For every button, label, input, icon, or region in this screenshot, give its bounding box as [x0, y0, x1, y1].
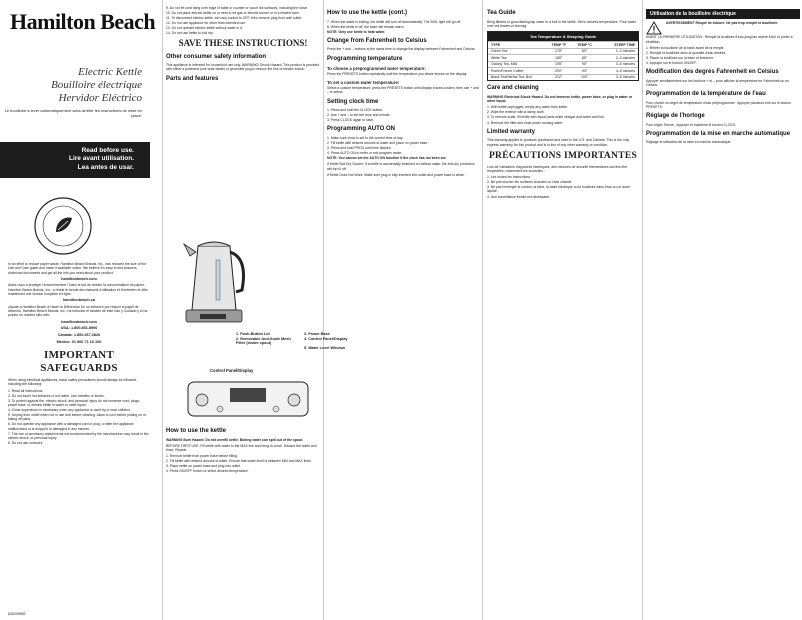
list-item: 8. Do not use outdoors.	[8, 440, 44, 445]
list-item: 4. Press ON/OFF button or select desired temperature.	[166, 469, 249, 474]
fr-change-heading: Modification des degrés Fahrenheit en Celsius	[646, 69, 779, 76]
fr-auto-body: Réglage et utilisation de la mise en marche automatique.	[646, 140, 732, 145]
part-label: 1. Push-Button Lid	[236, 332, 270, 336]
warranty-heading: Limited warranty	[487, 128, 536, 135]
list-item: 3. Press CLOCK again to save.	[327, 118, 375, 123]
read-es: Lea antes de usar.	[77, 163, 134, 171]
read-fr: Lire avant utilisation.	[68, 155, 134, 163]
clock-heading: Setting clock time	[327, 98, 379, 105]
fr-safeguards-title: PRÉCAUTIONS IMPORTANTES	[488, 150, 638, 161]
list-item: 4. Press AUTO ON to enter or exit program mode.	[327, 151, 403, 156]
list-item: 8. When the kettle is off, the base will remain warm.	[327, 24, 405, 29]
column-french	[646, 0, 800, 620]
warranty-body: This warranty applies to products purchased and used in the U.S. and Canada. This is the only express warranty for this product and is in lieu of any other warranty or condition.	[487, 138, 630, 147]
list-item: 3. Place kettle on power base and plug into outlet.	[166, 464, 242, 469]
list-item: 7. The use of accessory attachments not recommended by the manufacturer may result in fire, electric shock, or personal injury.	[8, 431, 150, 440]
fr-use-body: AVANT LA PREMIÈRE UTILISATION : Remplir la bouilloire d'eau jusqu'au repère MAX et porter à ébullition.	[646, 35, 793, 44]
part-label: 5. Water Level Window	[304, 346, 345, 351]
list-item: 3. Placer la bouilloire sur la base et brancher.	[646, 55, 714, 60]
title-subtitle: Le bouilloire a lever automatiquement sans arrêter les instructions de mise en place.	[4, 108, 142, 119]
list-item: 1. Lire toutes les instructions.	[487, 175, 531, 180]
other-safety-body: This appliance is intended for household use only. WARNING! Shock Hazard: This product is provided with either a polarized (one wide blade) or grounded plug to reduce the risk of electric shock.	[166, 63, 320, 72]
note-text: NOTE: Only use kettle to heat water.	[327, 29, 386, 34]
howto-warning: WARNING Burn Hazard. Do not overfill kettle. Boiling water can spill out of the spout.	[166, 437, 304, 442]
title-french: Bouilloire électrique	[51, 78, 142, 91]
celsius-heading: Change from Fahrenheit to Celsius	[327, 37, 427, 44]
tea-guide-heading: Tea Guide	[487, 10, 516, 16]
list-item: 3. To remove scale, fill kettle with equal parts white vinegar and water and boil.	[487, 115, 605, 120]
fr-use-heading: Utilisation de la bouilloire électrique	[646, 9, 800, 19]
phone-canada: Canada: 1.800.267.2826	[57, 333, 101, 338]
care-warning: WARNING Electrical Shock Hazard. Do not immerse kettle, power base, or plug in water or other liquid.	[487, 94, 633, 104]
list-item: 14. Do not use kettle to boil dry.	[166, 31, 214, 36]
fr-prog-body: Pour choisir un degré de température d'eau préprogrammé : Appuyer plusieurs fois sur le bouton PRESETS.	[646, 100, 792, 109]
column-cover	[0, 0, 160, 620]
list-item: 1. Remove kettle from power base before filling.	[166, 454, 238, 459]
list-item: 7. When the water is boiling, the kettle will turn off automatically. The BOIL light will go off.	[327, 19, 462, 24]
list-item: 4. Appuyer sur le bouton ON/OFF.	[646, 60, 698, 65]
other-safety-heading: Other consumer safety information	[166, 53, 267, 60]
column-divider	[642, 0, 643, 620]
phone-mexico: México: 01 800 71 16 100	[56, 339, 102, 344]
part-label: 3. Power Base	[304, 332, 330, 336]
not-work-text: If Kettle Does Not Work: Make sure plug is fully inserted into outlet and power base is clean.	[327, 172, 465, 177]
custom-subheading: To set a custom water temperature:	[327, 79, 400, 85]
tea-guide-body: Bring filtered or good-tasting tap water to a boil in the kettle. Set to desired temperature. Pour water over tea leaves or tea bag.	[487, 19, 636, 28]
fr-use-warning: AVERTISSEMENT Risque de brûlure. Ne pas trop remplir la bouilloire.	[666, 21, 779, 26]
safeguards-list	[8, 389, 150, 446]
howto-body: BEFORE FIRST USE: Fill kettle with water to the MAX line and bring to a boil. Discard the water and rinse. Repeat.	[166, 443, 317, 452]
table-row: Puerh/French Coffee 200° 93° 4–5 minutes	[488, 67, 638, 74]
read-before-use-box	[0, 142, 150, 178]
tea-table	[487, 31, 639, 81]
column-operation	[327, 0, 479, 620]
list-item: 12. Do not use appliance for other than intended use.	[166, 21, 246, 26]
column-divider	[162, 0, 163, 620]
title-english: Electric Kettle	[78, 65, 142, 78]
environment-seal-icon	[20, 188, 106, 260]
list-item: 2. Ne pas toucher les surfaces chaudes ou l'eau chaude.	[487, 180, 573, 185]
brand-logo: Hamilton Beach	[10, 9, 156, 34]
list-item: 1. Read all instructions.	[8, 388, 44, 393]
control-panel-diagram-icon	[186, 380, 310, 418]
list-item: 2. Fill kettle with desired amount of water and place on power base.	[327, 140, 429, 145]
phone-usa: USA: 1.800.851.8900	[60, 326, 98, 331]
boil-dry-text: If Kettle Boil Dry Occurs: If a kettle is accidentally switched on without water, the boil-dry protection will turn it off.	[327, 162, 475, 171]
custom-body: Select a custom temperature, press the PRESETS button until display shows custom, then use + and – to select.	[327, 86, 479, 95]
list-item: 3. Press and hold PROG until time flashes.	[327, 146, 392, 150]
title-spanish: Hervidor Eléctrico	[58, 91, 142, 104]
list-item: 9. Do not let cord hang over edge of table or counter or touch hot surfaces, including the stove.	[166, 6, 309, 10]
list-item: 1. With kettle unplugged, empty any water from kettle.	[487, 105, 568, 110]
howto-cont-heading: How to use the kettle (cont.)	[327, 10, 408, 16]
safeguards-intro: When using electrical appliances, basic safety precautions should always be followed, including the following:	[8, 378, 137, 387]
table-row: White Tea 185° 85° 2–3 minutes	[488, 54, 638, 61]
tea-table-title: Tea Temperature & Steeping Guide	[488, 32, 638, 41]
fr-prog-heading: Programmation de la température de l'eau	[646, 91, 766, 98]
celsius-body: Press the + and – buttons at the same time to change the display between Fahrenheit and Celsius.	[327, 47, 476, 52]
fr-change-body: Appuyer simultanément sur les boutons + et – pour afficher la température en Fahrenheit ou en Celsius.	[646, 78, 789, 87]
list-item: 11. To disconnect electric kettle, turn any control to OFF, then remove plug from wall outlet.	[166, 16, 302, 21]
list-item: 4. Une surveillance étroite est nécessaire.	[487, 194, 550, 199]
howto-heading: How to use the kettle	[166, 428, 227, 434]
fr-safeguards-intro: Lors de l'utilisation d'appareils électriques, des mesures de sécurité élémentaires doivent être respectées, notamment les suivantes :	[487, 164, 628, 173]
kettle-diagram-icon	[176, 230, 256, 334]
part-label: 4. Control Panel/Display	[304, 336, 348, 341]
auto-on-note: NOTE: You cannot set the AUTO ON function if the clock has not been set.	[327, 156, 447, 161]
list-item: 4. Close supervision is necessary when any appliance is used by or near children.	[8, 408, 131, 413]
table-row: Green Tea 175° 80° 1–3 minutes	[488, 48, 638, 55]
website-ca-link[interactable]: hamiltonbeach.ca	[62, 298, 96, 303]
list-item: 2. Use + and – to set the hour and minute.	[327, 113, 391, 118]
column-divider	[482, 0, 483, 620]
warning-icon	[646, 21, 662, 35]
programming-heading: Programming temperature	[327, 55, 403, 62]
list-item: 1. Retirer la bouilloire de la base avant de la remplir.	[646, 45, 725, 50]
care-heading: Care and cleaning	[487, 85, 539, 92]
table-row: Black Tea/Herbal Tea, Boil 212° 100° 3–5 minutes	[488, 74, 638, 81]
list-item: 1. Press and hold the CLOCK button.	[327, 108, 383, 113]
list-item: 10. Do not place electric kettle on or near a hot gas or electric burner or in a heated oven.	[166, 11, 301, 16]
preprog-subheading: To choose a preprogrammed water temperature:	[327, 66, 426, 72]
control-panel-title: Control Panel/Display	[210, 368, 254, 373]
list-item: 3. To protect against fire, electric shock, and personal injury do not immerse cord, plugs, power base, or electric kettle in water or other liquid.	[8, 398, 140, 407]
read-en: Read before use.	[81, 147, 134, 154]
cover-body	[8, 262, 150, 446]
title-stack	[40, 66, 160, 106]
list-item: 2. Remplir la bouilloire avec la quantité d'eau désirée.	[646, 50, 727, 55]
list-item: 2. Fill kettle with desired amount of water. Ensure that water level is between MIN and MAX lines.	[166, 459, 312, 464]
website-mx-link[interactable]: hamiltonbeach.com	[61, 319, 97, 324]
safeguards-list-cont	[166, 6, 320, 35]
list-item: 6. Do not operate any appliance with a damaged cord or plug, or after the appliance malfunctions or is dropped or damaged in any manner.	[8, 422, 134, 431]
part-label: 2. Removable Anti-Scale Mesh Filter (inside spout)	[236, 336, 291, 346]
save-instructions-title: SAVE THESE INSTRUCTIONS!	[178, 38, 308, 49]
fr-clock-body: Pour régler l'heure : Appuyer et maintenir le bouton CLOCK.	[646, 122, 737, 127]
preprog-body: Press the PRESETS button repeatedly until the temperature you desire shows on the display.	[327, 72, 467, 77]
auto-on-heading: Programming AUTO ON	[327, 126, 396, 133]
list-item: 13. Do not operate electric kettle without water in it.	[166, 26, 243, 31]
fr-auto-heading: Programmation de la mise en marche automatique	[646, 130, 791, 137]
aide-text: Aidez-nous à protéger l'environnement ! Dans le but de réduire la consommation de papier, Hamilton Beach Brands, Inc., a réduit le format des manuels d'utilisation et d'entretien et offre maintenant une version complète en ligne.	[8, 283, 148, 296]
fr-clock-heading: Réglage de l'horloge	[646, 113, 705, 120]
document-code: 840209900	[8, 611, 26, 616]
important-safeguards-title: IMPORTANT SAFEGUARDS	[40, 348, 118, 375]
ayude-text: ¡Ayude a Hamilton Beach a Hacer la Diferencia! En un esfuerzo por reducir el papel de desecho, Hamilton Beach Brands, Inc., ha reducido el tamaño de este Uso y Cuidado y lo ha puesto en nuestro sitio web.	[8, 304, 148, 318]
column-tea-care	[487, 0, 639, 620]
list-item: 4. Remove the filter and rinse under running water.	[487, 120, 564, 125]
list-item: 5. Unplug from outlet when not in use and before cleaning. Allow to cool before putting on or taking off parts.	[8, 413, 146, 422]
list-item: 2. Do not touch hot surfaces or hot water. Use handles or knobs.	[8, 393, 105, 398]
column-divider	[323, 0, 324, 620]
website-link[interactable]: hamiltonbeach.com	[61, 276, 97, 281]
table-header-row: TYPE TEMP °F TEMP °C STEEP TIME	[488, 41, 638, 48]
parts-heading: Parts and features	[166, 75, 219, 82]
howto-list	[166, 454, 320, 473]
table-row: Oolong Tea, Mild 195° 90° 3–5 minutes	[488, 61, 638, 68]
list-item: 2. Wipe the exterior with a damp cloth.	[487, 110, 545, 115]
intro-text: In an effort to reduce paper waste, Hamilton Beach Brands, Inc., has reduced the size of the Use and Care guide and made it available online. We believe it's easy to find answers, download documents and get all the info you need about your product.	[8, 262, 147, 275]
list-item: 3. Ne pas immerger le cordon, la fiche, la base électrique ou la bouilloire dans l'eau ou un autre liquide.	[487, 185, 630, 194]
list-item: 1. Make sure clock is set to the current time of day.	[327, 135, 404, 140]
column-howto	[166, 424, 320, 620]
